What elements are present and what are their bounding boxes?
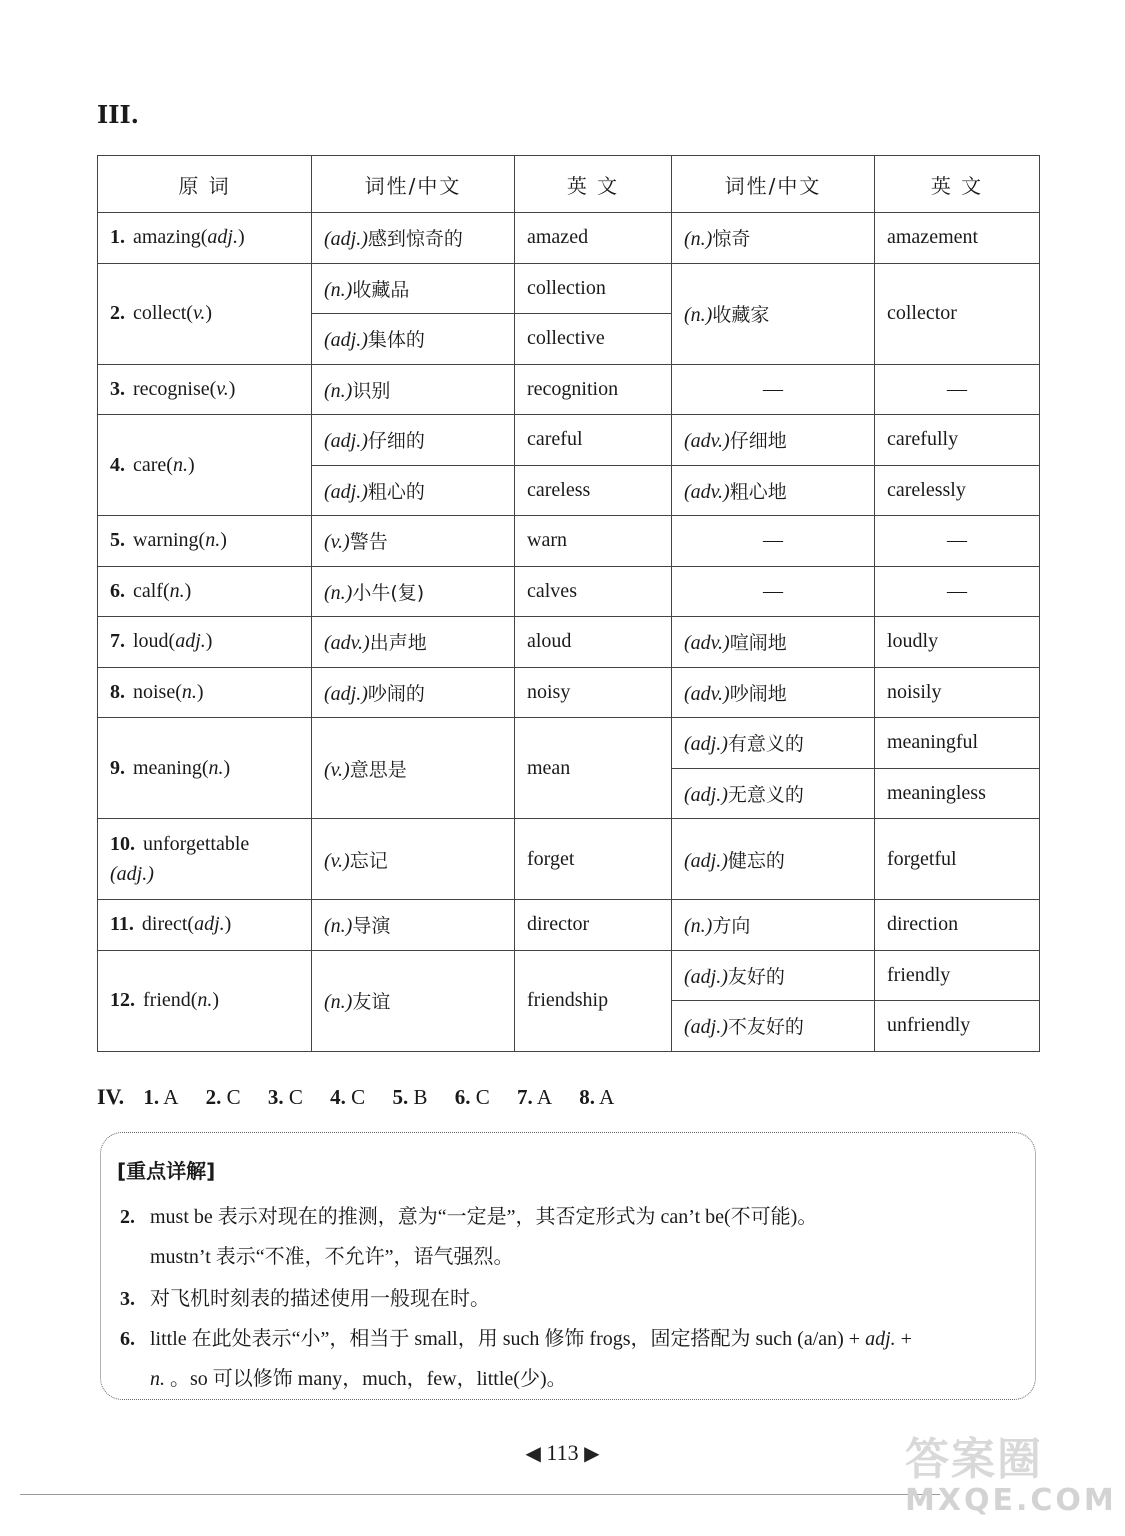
table-row: [98, 213, 1040, 264]
header-english-1: 英 文: [515, 156, 672, 213]
header-original-word: 原 词: [98, 156, 312, 213]
original-word-cell: 3. recognise(v.): [98, 364, 312, 415]
table-row: [98, 617, 1040, 668]
dash-cell: —: [875, 516, 1040, 567]
answer-item: 3. C: [267, 1085, 303, 1109]
english-cell: careful: [515, 415, 672, 466]
pos-chinese-cell: (adj.)有意义的: [672, 718, 875, 769]
dash-cell: —: [672, 566, 875, 617]
pos-chinese-cell: (v.)忘记: [312, 819, 515, 900]
original-word-cell: 9. meaning(n.): [98, 718, 312, 819]
pos-chinese-cell: (adj.)无意义的: [672, 768, 875, 819]
pos-chinese-cell: (n.)导演: [312, 900, 515, 951]
section-iv-answers: [97, 1084, 636, 1110]
triangle-right-icon: ▶: [584, 1443, 600, 1465]
note-3-line-1: 3. 对飞机时刻表的描述使用一般现在时。: [120, 1288, 490, 1310]
table-row: [98, 718, 1040, 769]
english-cell: forgetful: [875, 819, 1040, 900]
english-cell: collector: [875, 263, 1040, 364]
english-cell: collective: [515, 314, 672, 365]
page-number: ◀ 113 ▶: [525, 1440, 600, 1465]
table-row: [98, 900, 1040, 951]
watermark-logo: 答案圈 MXQE.COM: [905, 1434, 1117, 1518]
answer-item: 8. A: [579, 1085, 615, 1109]
pos-chinese-cell: (n.)收藏家: [672, 263, 875, 364]
pos-chinese-cell: (adv.)仔细地: [672, 415, 875, 466]
original-word-cell: 10. unforgettable (adj.): [98, 819, 312, 900]
english-cell: friendly: [875, 950, 1040, 1001]
table-row: [98, 364, 1040, 415]
pos-chinese-cell: (adj.)友好的: [672, 950, 875, 1001]
pos-chinese-cell: (adv.)吵闹地: [672, 667, 875, 718]
english-cell: amazement: [875, 213, 1040, 264]
english-cell: calves: [515, 566, 672, 617]
answer-item: 6. C: [454, 1085, 490, 1109]
pos-chinese-cell: (v.)警告: [312, 516, 515, 567]
dash-cell: —: [672, 516, 875, 567]
table-row: [98, 263, 1040, 314]
original-word-cell: 11. direct(adj.): [98, 900, 312, 951]
english-cell: amazed: [515, 213, 672, 264]
pos-chinese-cell: (adv.)出声地: [312, 617, 515, 668]
pos-chinese-cell: (n.)友谊: [312, 950, 515, 1051]
triangle-left-icon: ◀: [525, 1443, 541, 1465]
answer-item: 1. A: [143, 1085, 179, 1109]
english-cell: warn: [515, 516, 672, 567]
answer-item: 4. C: [330, 1085, 366, 1109]
answer-item: 2. C: [205, 1085, 241, 1109]
note-6-line-1: 6. little 在此处表示“小”，相当于 small，用 such 修饰 frogs，固定搭配为 such (a/an) + adj. +: [120, 1328, 912, 1350]
original-word-cell: 7. loud(adj.): [98, 617, 312, 668]
pos-chinese-cell: (adv.)喧闹地: [672, 617, 875, 668]
pos-chinese-cell: (n.)收藏品: [312, 263, 515, 314]
english-cell: meaningful: [875, 718, 1040, 769]
note-2-line-1: 2. must be 表示对现在的推测，意为“一定是”，其否定形式为 can’t be(不可能)。: [120, 1206, 818, 1228]
english-cell: loudly: [875, 617, 1040, 668]
dash-cell: —: [875, 364, 1040, 415]
pos-chinese-cell: (n.)惊奇: [672, 213, 875, 264]
pos-chinese-cell: (n.)小牛(复): [312, 566, 515, 617]
original-word-cell: 8. noise(n.): [98, 667, 312, 718]
english-cell: forget: [515, 819, 672, 900]
english-cell: direction: [875, 900, 1040, 951]
english-cell: noisily: [875, 667, 1040, 718]
header-english-2: 英 文: [875, 156, 1040, 213]
english-cell: carefully: [875, 415, 1040, 466]
table-row: [98, 566, 1040, 617]
pos-chinese-cell: (adj.)集体的: [312, 314, 515, 365]
header-pos-chinese-2: 词性/中文: [672, 156, 875, 213]
english-cell: mean: [515, 718, 672, 819]
section-iii-title: III.: [97, 100, 140, 129]
vocabulary-table: [97, 155, 1040, 1052]
original-word-cell: 5. warning(n.): [98, 516, 312, 567]
english-cell: recognition: [515, 364, 672, 415]
english-cell: aloud: [515, 617, 672, 668]
table-row: [98, 950, 1040, 1001]
english-cell: noisy: [515, 667, 672, 718]
table-row: [98, 415, 1040, 466]
english-cell: meaningless: [875, 768, 1040, 819]
english-cell: collection: [515, 263, 672, 314]
original-word-cell: 6. calf(n.): [98, 566, 312, 617]
answer-item: 7. A: [516, 1085, 552, 1109]
pos-chinese-cell: (n.)识别: [312, 364, 515, 415]
dash-cell: —: [875, 566, 1040, 617]
table-row: [98, 819, 1040, 900]
english-cell: director: [515, 900, 672, 951]
original-word-cell: 1. amazing(adj.): [98, 213, 312, 264]
pos-chinese-cell: (adj.)仔细的: [312, 415, 515, 466]
pos-chinese-cell: (adj.)吵闹的: [312, 667, 515, 718]
original-word-cell: 4. care(n.): [98, 415, 312, 516]
original-word-cell: 2. collect(v.): [98, 263, 312, 364]
pos-chinese-cell: (adv.)粗心地: [672, 465, 875, 516]
pos-chinese-cell: (n.)方向: [672, 900, 875, 951]
english-cell: friendship: [515, 950, 672, 1051]
pos-chinese-cell: (adj.)粗心的: [312, 465, 515, 516]
english-cell: careless: [515, 465, 672, 516]
table-header-row: [98, 156, 1040, 213]
english-cell: carelessly: [875, 465, 1040, 516]
footer-rule: [20, 1494, 940, 1495]
pos-chinese-cell: (adj.)健忘的: [672, 819, 875, 900]
pos-chinese-cell: (adj.)不友好的: [672, 1001, 875, 1052]
table-row: [98, 667, 1040, 718]
note-2-line-2: mustn’t 表示“不准，不允许”，语气强烈。: [150, 1246, 514, 1268]
note-6-line-2: n. 。so 可以修饰 many，much，few，little(少)。: [150, 1368, 567, 1390]
section-iv-label: IV.: [97, 1084, 125, 1109]
pos-chinese-cell: (v.)意思是: [312, 718, 515, 819]
dash-cell: —: [672, 364, 875, 415]
table-row: [98, 516, 1040, 567]
answer-item: 5. B: [392, 1085, 428, 1109]
notes-title: [重点详解]: [117, 1159, 216, 1183]
pos-chinese-cell: (adj.)感到惊奇的: [312, 213, 515, 264]
original-word-cell: 12. friend(n.): [98, 950, 312, 1051]
header-pos-chinese-1: 词性/中文: [312, 156, 515, 213]
english-cell: unfriendly: [875, 1001, 1040, 1052]
